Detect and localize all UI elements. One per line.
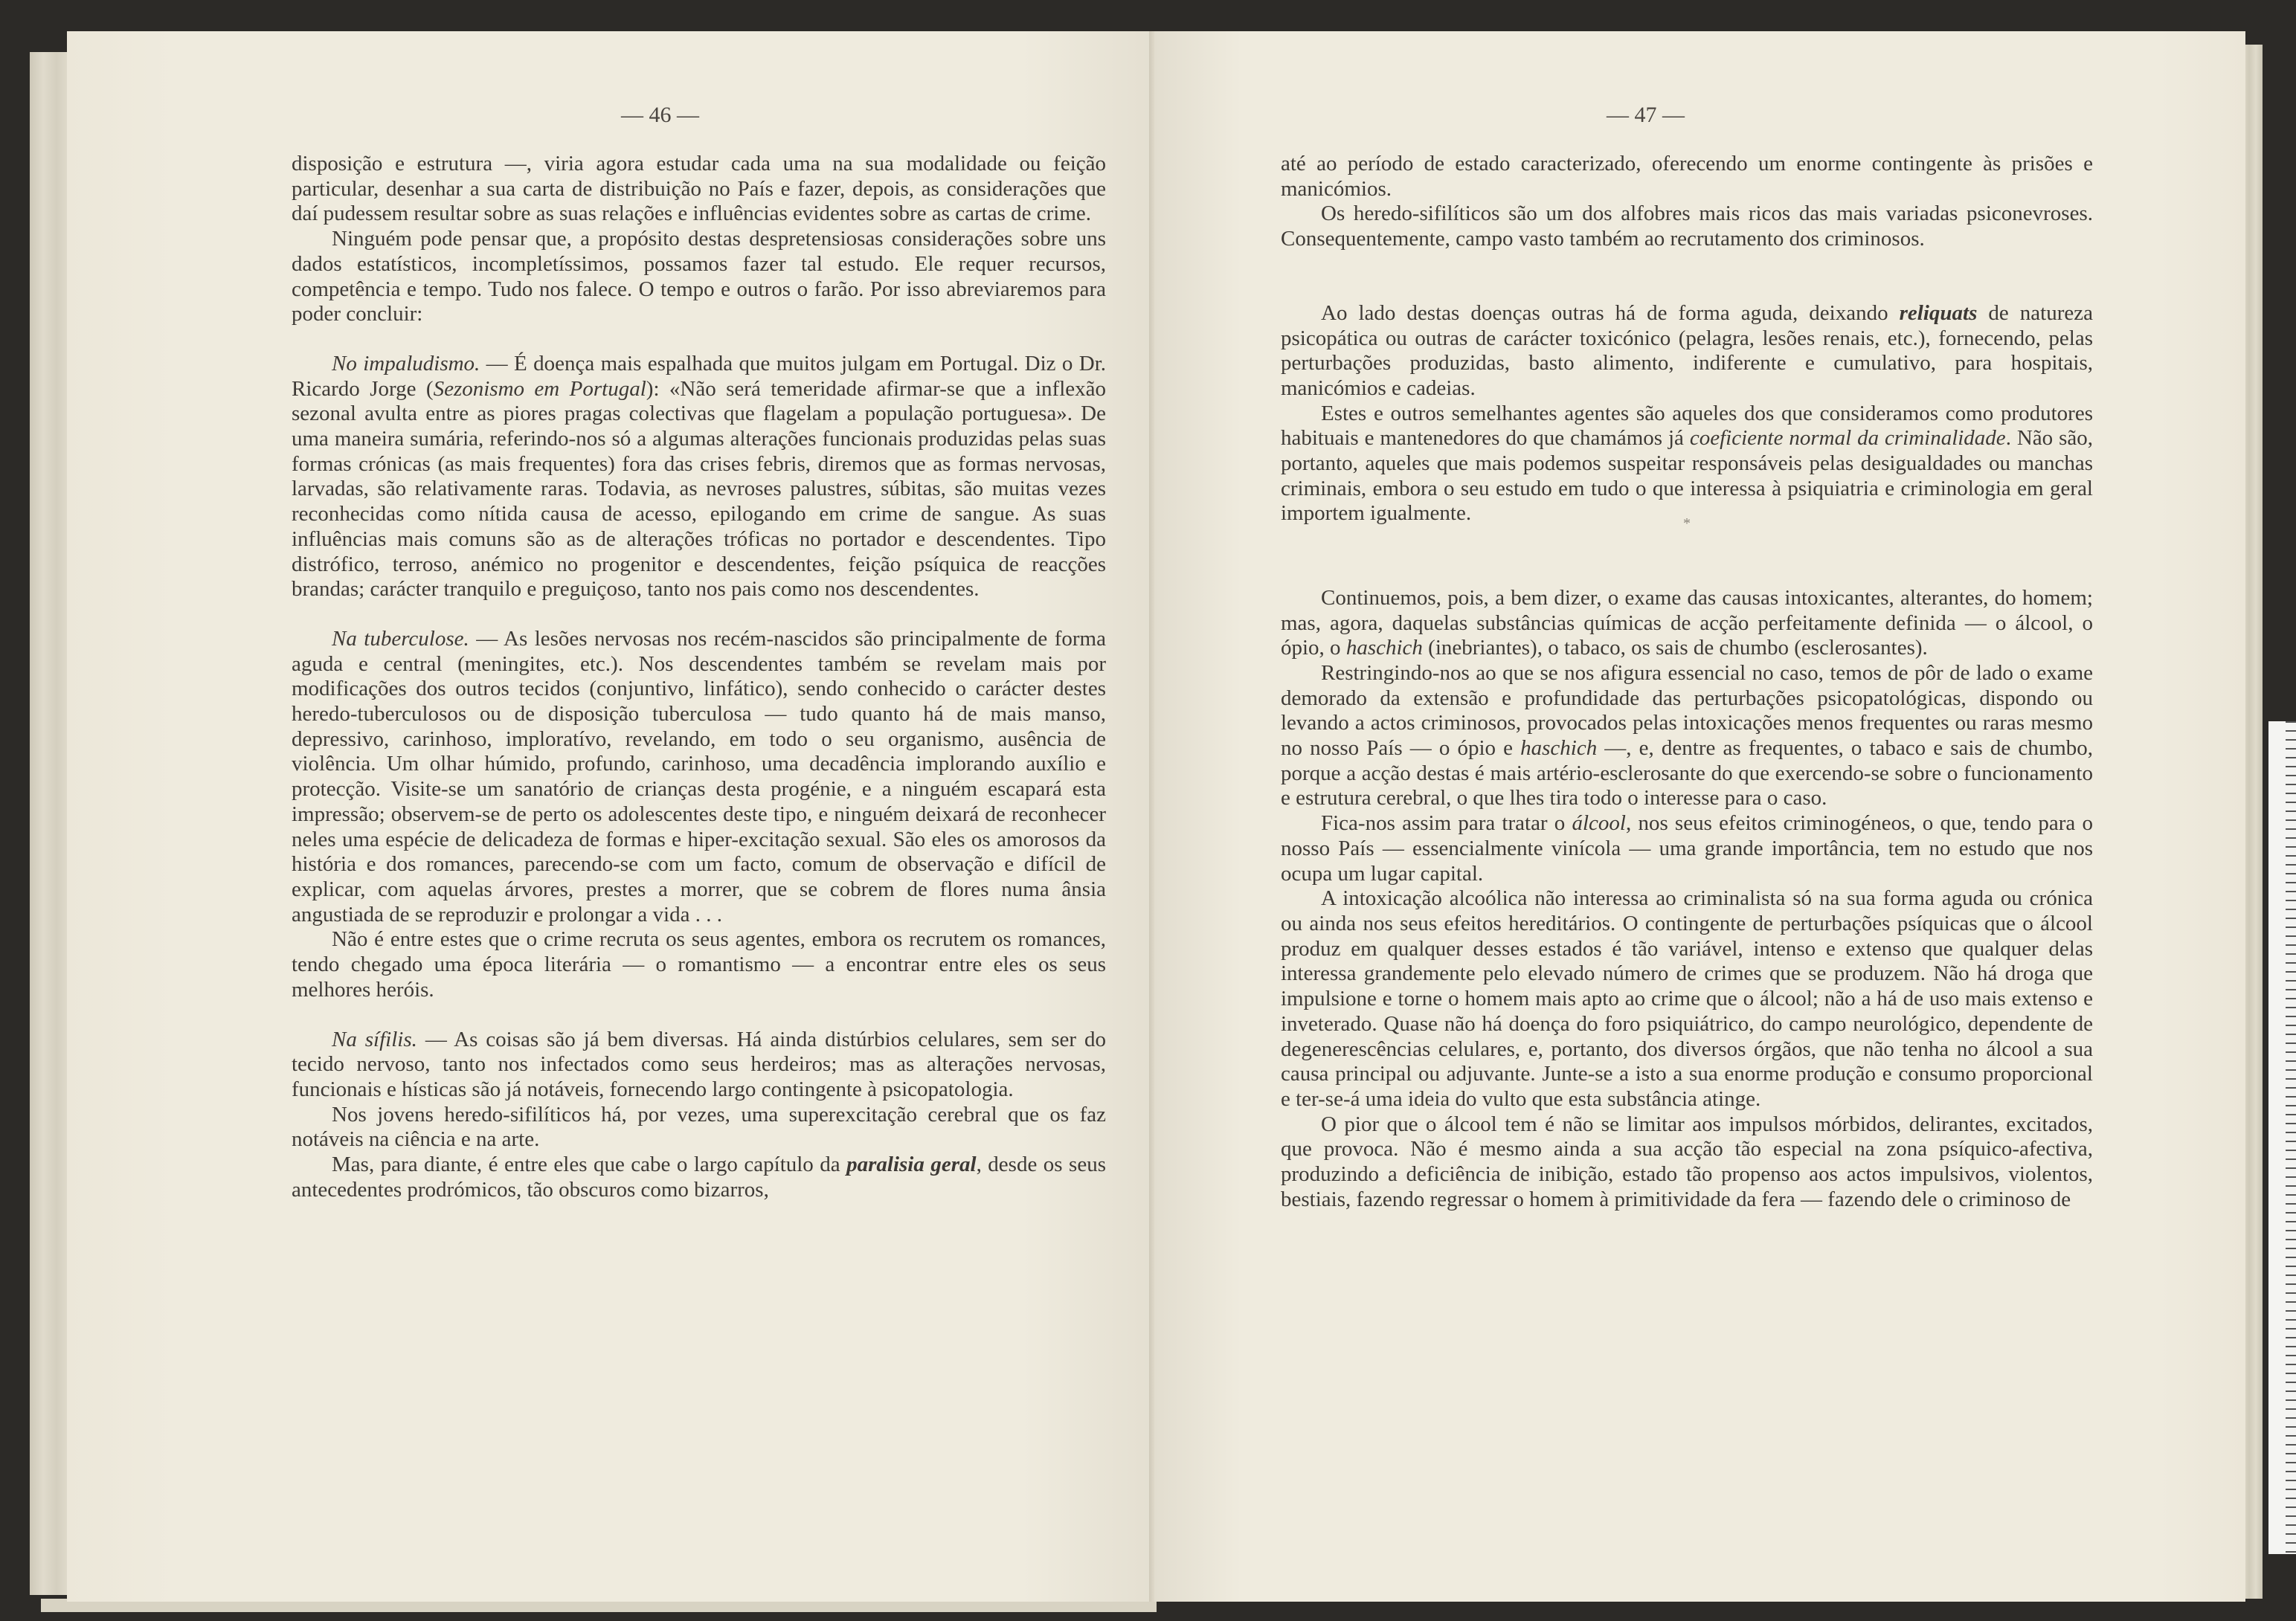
paragraph-text: Os heredo-sifilíticos são um dos alfobres mais ricos das mais variadas psiconevroses. Consequentemente, campo vasto também ao recrutamento dos criminosos. (1281, 202, 2093, 251)
emphasis-text: reliquats (1899, 300, 1978, 325)
paragraph (292, 1103, 1106, 1153)
emphasis-text: paralisia geral (846, 1153, 977, 1177)
paragraph-text: , desde os seus antecedentes prodrómicos, tão obscuros como bizarros, (292, 1153, 1106, 1202)
paragraph-text: Ninguém pode pensar que, a propósito destas despretensiosas considerações sobre uns dados estatísticos, incompletíssimos, possamos fazer tal estudo. Ele requer recursos, competência e tempo. Tudo nos falece. O tempo e outros o farão. Por isso abreviaremos para poder concluir: (292, 227, 1106, 326)
emphasis-text: Na sífilis. (332, 1027, 417, 1051)
paragraph-text: —, e, dentre as frequentes, o tabaco e sais de chumbo, porque a acção destas é mais artério-esclerosante do que exercendo-se sobre o funcionamento e estrutura cerebral, o que lhes tira todo o interesse para o caso. (1281, 736, 2093, 810)
paragraph-text: Não é entre estes que o crime recruta os seus agentes, embora os recrutem os romances, tendo chegado uma época literária — o romantismo — a encontrar entre eles os seus melhores heróis. (292, 927, 1106, 1002)
emphasis-text: Na tuberculose. (332, 626, 469, 651)
emphasis-text: álcool (1572, 811, 1626, 836)
paragraph (1281, 586, 2093, 661)
emphasis-text: haschich (1520, 736, 1598, 761)
paragraph (1281, 301, 2093, 402)
paragraph (292, 352, 1106, 602)
paragraph (1281, 402, 2093, 527)
paragraph-text: Mas, para diante, é entre eles que cabe o largo capítulo da (332, 1153, 847, 1177)
paragraph (292, 1153, 1106, 1202)
paragraph-text: , nos seus efeitos criminogéneos, o que, tendo para o nosso País — essencialmente vinícola — uma grande importância, tem no estudo que nos ocupa um lugar capital. (1281, 811, 2093, 886)
ruler-scale (2268, 721, 2296, 1554)
paragraph (292, 1028, 1106, 1103)
emphasis-text: coeficiente normal da criminalidade (1689, 426, 2006, 451)
paragraph-text: ): «Não será temeridade afirmar-se que a inflexão sezonal avulta entre as piores pragas colectivas que flagelam a população portuguesa». De uma maneira sumária, referindo-nos só a algumas alterações funcionais produzidas pelas suas formas crónicas (as mais frequentes) fora das crises febris, diremos que as formas nervosas, larvadas, são relativamente raras. Todavia, as nevroses palustres, súbitas, são muitas vezes reconhecidas como nítida causa de acesso, epilogando em crime de sangue. As suas influências mais comuns são as de alterações tróficas no portador e descendentes. Tipo distrófico, terroso, anémico no progenitor e descendentes, feição psíquica de reacções brandas; carácter tranquilo e preguiçoso, tanto nos pais como nos descendentes. (292, 376, 1107, 602)
paragraph (1281, 152, 2093, 202)
section-separator-star: * (1683, 515, 1691, 532)
paragraph-text: O pior que o álcool tem é não se limitar aos impulsos mórbidos, delirantes, excitados, que provoca. Não é mesmo ainda a sua acção tão especial na zona psíquico-afectiva, produzindo a deficiência de inibição, estado tão propenso aos actos impulsivos, violentos, bestiais, fazendo regressar o homem à primitividade da fera — fazendo dele o criminoso de (1281, 1112, 2093, 1211)
paragraph (1281, 202, 2093, 251)
paragraph-text: — As lesões nervosas nos recém-nascidos são principalmente de forma aguda e central (meningites, etc.). Nos descendentes também se revelam mais por modificações dos outros tecidos (conjuntivo, linfático), sendo conhecido o carácter destes heredo-tuberculosos ou de disposição tuberculosa — tudo quanto há de mais manso, depressivo, carinhoso, imploratívo, revelando, em todo o seu organismo, ausência de violência. Um olhar húmido, profundo, carinhoso, uma decadência implorando auxílio e protecção. Visite-se um sanatório de crianças desta progénie, e a ninguém escapará esta impressão; observem-se de perto os adolescentes deste tipo, e ninguém deixará de reconhecer neles uma espécie de delicadeza de formas e hiper-excitação sexual. São eles os amorosos da história e dos romances, parecendo-se com um facto, comum de observação e difícil de explicar, com aquelas árvores, prestes a morrer, que se cobrem de flores numa ânsia angustiada de se reproduzir e prolongar a vida . . . (292, 626, 1106, 926)
paragraph-text: até ao período de estado caracterizado, oferecendo um enorme contingente às prisões e manicómios. (1281, 152, 2093, 201)
paragraph (1281, 811, 2093, 886)
emphasis-text: haschich (1345, 636, 1423, 660)
paragraph (292, 927, 1106, 1002)
paragraph-text: — É doença mais espalhada que muitos julgam em Portugal. Diz o Dr. Ricardo Jorge ( (292, 351, 1107, 401)
paragraph-text: . Não são, portanto, aqueles que mais podemos suspeitar responsáveis pelas desigualdades ou manchas criminais, embora o seu estudo em tudo o que interessa à psiquiatria e criminologia em geral importem igualmente. (1281, 426, 2093, 526)
paragraph (292, 627, 1106, 927)
left-page (67, 31, 1153, 1602)
page-number-46: — 46 — (621, 103, 699, 127)
right-page (1154, 31, 2245, 1602)
emphasis-text: Sezonismo em Portugal (433, 376, 646, 401)
paragraph-text: Restringindo-nos ao que se nos afigura essencial no caso, temos de pôr de lado o exame demorado da extensão e profundidade das perturbações psicopatológicas, dispondo ou levando a actos criminosos, provocados pelas intoxicações menos frequentes ou raras mesmo no nosso País — o ópio e (1281, 660, 2093, 761)
paragraph-text: Ao lado destas doenças outras há de forma aguda, deixando (1321, 300, 1900, 325)
page-number-47: — 47 — (1607, 103, 1685, 127)
left-page-text (292, 152, 1106, 1202)
paragraph-text: Estes e outros semelhantes agentes são aqueles dos que consideramos como produtores habituais e mantenedores do que chamámos já (1281, 401, 2093, 451)
paragraph-text: Nos jovens heredo-sifilíticos há, por vezes, uma superexcitação cerebral que os faz notáveis na ciência e na arte. (292, 1102, 1106, 1152)
emphasis-text: No impaludismo. (332, 351, 480, 376)
paragraph (1281, 886, 2093, 1112)
right-page-text (1281, 152, 2093, 1212)
paragraph-text: Fica-nos assim para tratar o (1321, 811, 1572, 836)
paragraph (1281, 1112, 2093, 1213)
paragraph-text: A intoxicação alcoólica não interessa ao criminalista só na sua forma aguda ou crónica ou ainda nos seus efeitos hereditários. O contingente de perturbações psíquicas que o álcool produz em qualquer desses estados é tão variável, intenso e extenso que qualquer delas interessa grandemente pelo elevado número de crimes que se produzem. Não há droga que impulsione e torne o homem mais apto ao crime que o álcool; não a há de uso mais extenso e inveterado. Quase não há doença do foro psiquiátrico, do campo neurológico, dependente de degenerescências celulares, e, portanto, dos diversos órgãos, que não tenha no álcool a sua causa principal ou adjuvante. Junte-se a isto a sua enorme produção e consumo proporcional e ter-se-á uma ideia do vulto que esta substância atinge. (1281, 886, 2093, 1111)
paragraph-text: (inebriantes), o tabaco, os sais de chumbo (esclerosantes). (1422, 636, 1928, 660)
paragraph (292, 152, 1106, 227)
paragraph-text: Continuemos, pois, a bem dizer, o exame das causas intoxicantes, alterantes, do homem; mas, agora, daquelas substâncias químicas de acção perfeitamente definida — o álcool, o ópio, o (1281, 585, 2093, 660)
paragraph-text: disposição e estrutura —, viria agora estudar cada uma na sua modalidade ou feição particular, desenhar a sua carta de distribuição no País e fazer, depois, as considerações que daí pudessem resultar sobre as suas relações e influências evidentes sobre as cartas de crime. (292, 152, 1106, 226)
paragraph-text: de natureza psicopática ou outras de carácter toxicónico (pelagra, lesões renais, etc.), fornecendo, pelas perturbações produzidas, basto alimento, indiferente e cumulativo, para hospitais, manicómios e cadeias. (1281, 300, 2093, 400)
paragraph (292, 227, 1106, 327)
paragraph (1281, 661, 2093, 811)
paragraph-text: — As coisas são já bem diversas. Há ainda distúrbios celulares, sem ser do tecido nervoso, tanto nos infectados como seus herdeiros; mas as alterações nervosas, funcionais e hísticas são já notáveis, fornecendo largo contingente à psicopatologia. (292, 1027, 1107, 1101)
